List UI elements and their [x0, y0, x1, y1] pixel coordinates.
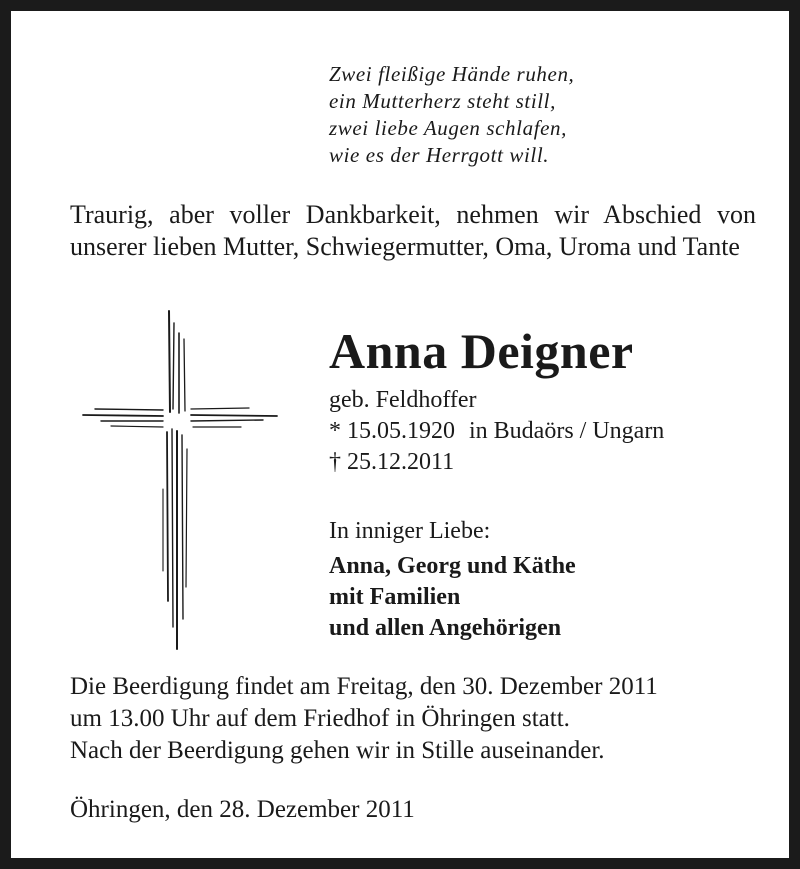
- life-dates: [329, 385, 664, 478]
- funeral-details: [70, 671, 658, 767]
- mourner-line: mit Familien: [329, 584, 461, 610]
- poem: [329, 61, 574, 169]
- poem-line: zwei liebe Augen schlafen,: [329, 116, 567, 140]
- poem-line: Zwei fleißige Hände ruhen,: [329, 62, 575, 86]
- intro-text: Traurig, aber voller Dankbarkeit, nehmen wir Abschied von unserer lieben Mutter, Schwiegermutter, Oma, Uroma und Tante: [70, 200, 756, 261]
- cross-icon: [81, 309, 279, 651]
- mourners-label: In inniger Liebe:: [329, 518, 491, 544]
- place-date: Öhringen, den 28. Dezember 2011: [70, 796, 415, 823]
- funeral-line: Nach der Beerdigung gehen wir in Stille auseinander.: [70, 737, 605, 764]
- maiden-name: geb. Feldhoffer: [329, 387, 477, 413]
- birthplace: in Budaörs / Ungarn: [469, 418, 665, 444]
- mourner-line: Anna, Georg und Käthe: [329, 553, 576, 579]
- poem-line: wie es der Herrgott will.: [329, 143, 550, 167]
- funeral-line: Die Beerdigung findet am Freitag, den 30. Dezember 2011: [70, 673, 658, 700]
- poem-line: ein Mutterherz steht still,: [329, 89, 556, 113]
- mourners-list: [329, 551, 576, 644]
- death-date: † 25.12.2011: [329, 449, 455, 475]
- mourner-line: und allen Angehörigen: [329, 615, 562, 641]
- deceased-name: Anna Deigner: [329, 323, 634, 379]
- funeral-line: um 13.00 Uhr auf dem Friedhof in Öhringen statt.: [70, 705, 570, 732]
- birth-line: [329, 416, 664, 447]
- birth-date: * 15.05.1920: [329, 418, 455, 444]
